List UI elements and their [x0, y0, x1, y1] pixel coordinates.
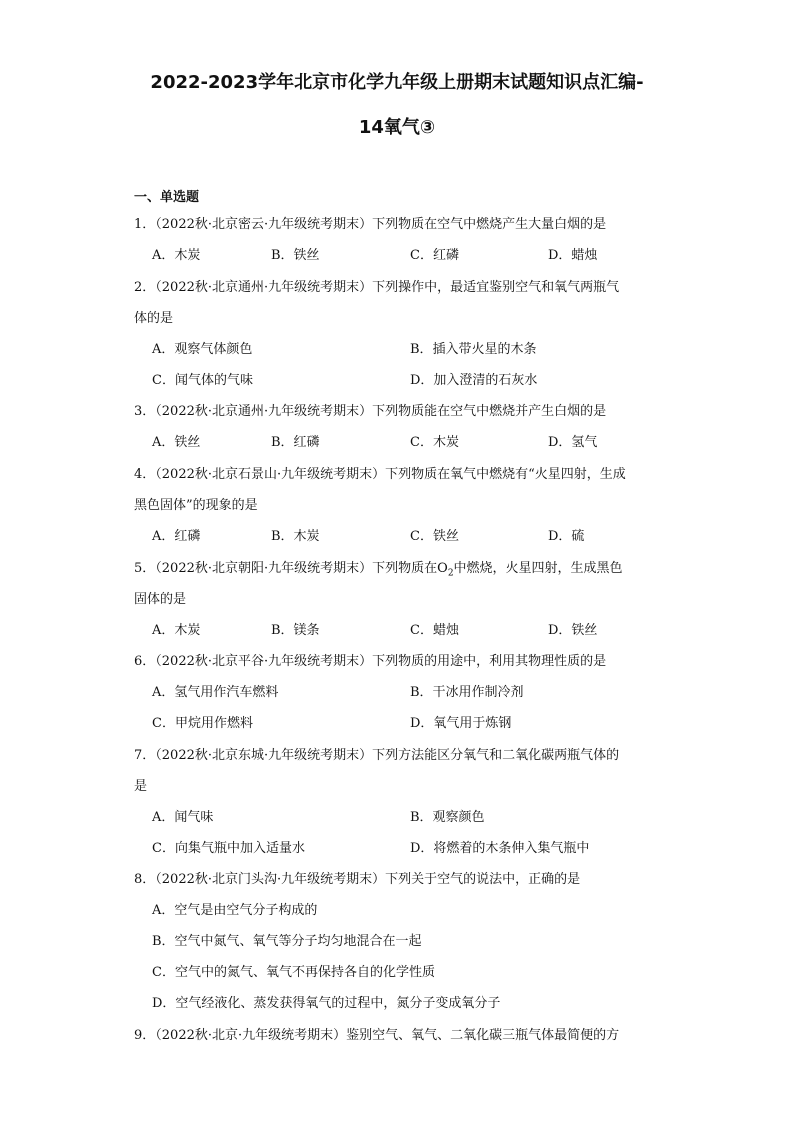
q3-option-d: D．氢气 [548, 435, 598, 450]
question-6: 6．（2022秋·北京平谷·九年级统考期末）下列物质的用途中，利用其物理性质的是 [134, 654, 607, 669]
q4-option-b: B．木炭 [271, 529, 320, 544]
q5-option-d: D．铁丝 [548, 623, 598, 638]
question-5: 5．（2022秋·北京朝阳·九年级统考期末）下列物质在$O_2$中燃烧，火星四射，生成黑色 [134, 561, 623, 579]
q3-option-a: A．铁丝 [152, 435, 201, 450]
q2-option-c: C．闻气体的气味 [152, 373, 253, 388]
question-5-cont: 固体的是 [134, 592, 187, 607]
question-2-cont: 体的是 [134, 311, 174, 326]
q1-option-a: A．木炭 [152, 248, 201, 263]
section-heading: 一、单选题 [134, 190, 200, 205]
q6-option-d: D．氧气用于炼钢 [410, 716, 512, 731]
document-title-line1: 2022-2023学年北京市化学九年级上册期末试题知识点汇编- [150, 72, 644, 93]
q4-option-c: C．铁丝 [410, 529, 459, 544]
q4-option-a: A．红磷 [152, 529, 201, 544]
q7-option-a: A．闻气味 [152, 810, 214, 825]
q1-option-d: D．蜡烛 [548, 248, 598, 263]
q5-option-b: B．镁条 [271, 623, 320, 638]
question-1: 1．（2022秋·北京密云·九年级统考期末）下列物质在空气中燃烧产生大量白烟的是 [134, 217, 607, 232]
q1-option-b: B．铁丝 [271, 248, 320, 263]
question-4-cont: 黑色固体”的现象的是 [134, 498, 258, 513]
q8-option-a: A．空气是由空气分子构成的 [152, 903, 318, 918]
question-4: 4．（2022秋·北京石景山·九年级统考期末）下列物质在氧气中燃烧有“火星四射，生成 [134, 467, 626, 482]
question-9: 9．（2022秋·北京·九年级统考期末）鉴别空气、氧气、二氧化碳三瓶气体最简便的方 [134, 1028, 620, 1043]
question-2: 2．（2022秋·北京通州·九年级统考期末）下列操作中，最适宜鉴别空气和氧气两瓶气 [134, 280, 620, 295]
q6-option-c: C．甲烷用作燃料 [152, 716, 253, 731]
q5-option-c: C．蜡烛 [410, 623, 459, 638]
q2-option-a: A．观察气体颜色 [152, 342, 253, 357]
q7-option-c: C．向集气瓶中加入适量水 [152, 841, 305, 856]
q8-option-b: B．空气中氮气、氧气等分子均匀地混合在一起 [152, 934, 422, 949]
q6-option-b: B．干冰用作制冷剂 [410, 685, 524, 700]
document-title-line2: 14氧气③ [358, 117, 436, 138]
o2-subscript: 2 [447, 568, 454, 579]
q8-option-d: D．空气经液化、蒸发获得氧气的过程中，氮分子变成氧分子 [152, 996, 501, 1011]
q2-option-d: D．加入澄清的石灰水 [410, 373, 538, 388]
q7-option-d: D．将燃着的木条伸入集气瓶中 [410, 841, 590, 856]
q5-option-a: A．木炭 [152, 623, 201, 638]
q2-option-b: B．插入带火星的木条 [410, 342, 537, 357]
question-3: 3．（2022秋·北京通州·九年级统考期末）下列物质能在空气中燃烧并产生白烟的是 [134, 404, 607, 419]
q6-option-a: A．氢气用作汽车燃料 [152, 685, 279, 700]
question-7-cont: 是 [134, 779, 148, 794]
q4-option-d: D．硫 [548, 529, 585, 544]
q3-option-c: C．木炭 [410, 435, 459, 450]
q1-option-c: C．红磷 [410, 248, 459, 263]
question-7: 7．（2022秋·北京东城·九年级统考期末）下列方法能区分氧气和二氧化碳两瓶气体的 [134, 748, 620, 763]
q8-option-c: C．空气中的氮气、氧气不再保持各自的化学性质 [152, 965, 435, 980]
question-8: 8．（2022秋·北京门头沟·九年级统考期末）下列关于空气的说法中，正确的是 [134, 872, 581, 887]
q7-option-b: B．观察颜色 [410, 810, 485, 825]
q3-option-b: B．红磷 [271, 435, 320, 450]
